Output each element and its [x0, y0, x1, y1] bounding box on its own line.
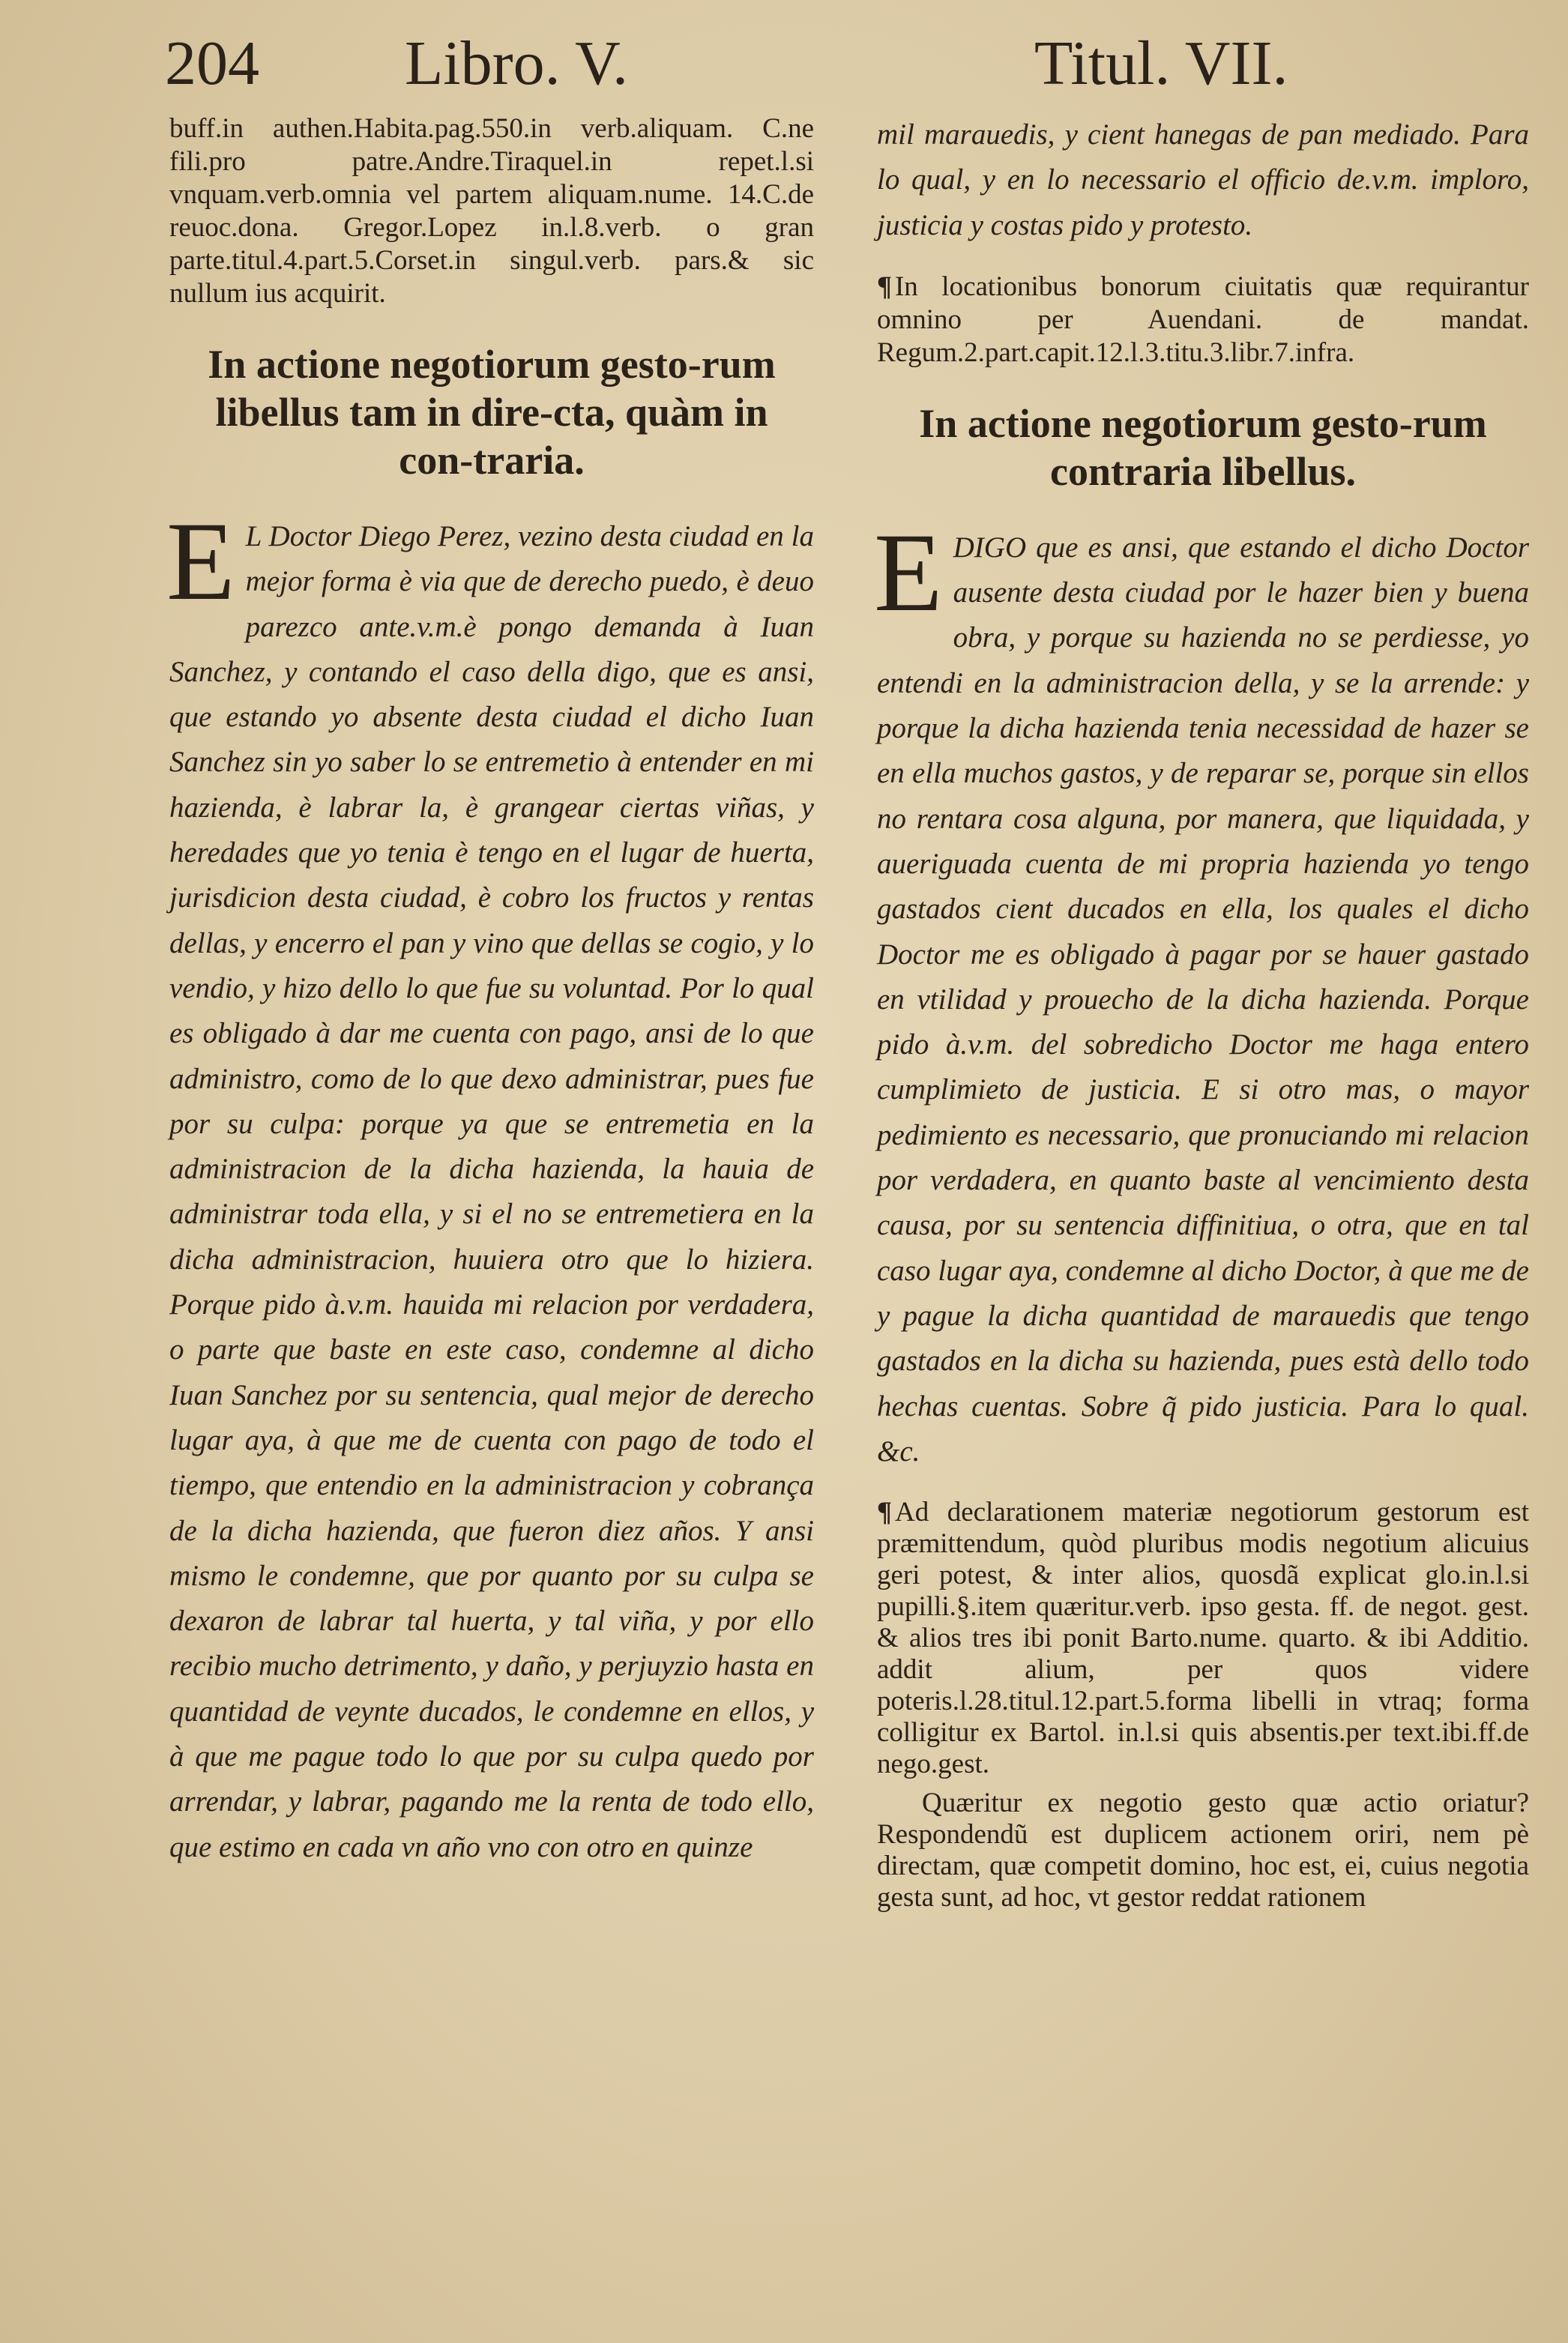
- right-note-locations: [877, 271, 1529, 370]
- right-note-declaration: [877, 1497, 1529, 1780]
- right-continuation: mil marauedis, y cient hanegas de pan mediado. Para lo qual, y en lo necessario el officio de.v.m. imploro, justicia y costas pido y protesto.: [877, 118, 1529, 241]
- book-title: Libro. V.: [405, 28, 628, 98]
- left-body: [166, 499, 814, 1870]
- left-heading: In actione negotiorum gesto-rum libellus tam in dire-cta, quàm in con-traria.: [208, 342, 776, 483]
- right-body: [874, 510, 1529, 1474]
- left-dropcap: E: [166, 499, 235, 624]
- left-body-text: L Doctor Diego Perez, vezino desta ciudad en la mejor forma è via que de derecho puedo, è deuo parezco ante.v.m.è pongo demanda à Iuan Sanchez, y contando el caso della digo, que es ansi, que estando yo absente desta ciudad el dicho Iuan Sanchez sin yo saber lo se entremetio à entender en mi hazienda, è labrar la, è grangear ciertas viñas, y heredades que yo tenia è tengo en el lugar de huerta, jurisdicion desta ciudad, è cobro los fructos y rentas dellas, y encerro el pan y vino que dellas se cogio, y lo vendio, y hizo dello lo que fue su voluntad. Por lo qual es obligado à dar me cuenta con pago, ansi de lo que administro, como de lo que dexo administrar, pues fue por su culpa: porque ya que se entremetia en la administracion de la dicha hazienda, la hauia de administrar toda ella, y si el no se entremetiera en la dicha administracion, huuiera otro que lo hiziera. Porque pido à.v.m. hauida mi relacion por verdadera, o parte que baste en este caso, condemne al dicho Iuan Sanchez por su sentencia, qual mejor de derecho lugar aya, à que me de cuenta con pago de todo el tiempo, que entendio en la administracion y cobrança de la dicha hazienda, que fueron diez años. Y ansi mismo le condemne, que por quanto por su culpa se dexaron de labrar tal huerta, y tal viña, y por ello recibio mucho detrimento, y daño, y perjuyzio hasta en quantidad de veynte ducados, le condemne en ellos, y à que me pague todo lo que por su culpa quedo por arrendar, y labrar, pagando me la renta de todo ello, que estimo en cada vn año vno con otro en quinze: [169, 520, 814, 1863]
- running-head: [165, 22, 1394, 105]
- right-column: [874, 112, 1529, 1921]
- pilcrow-icon: ¶: [877, 1497, 892, 1528]
- right-note-declaration-text: Ad declarationem materiæ negotiorum gestorum est præmittendum, quòd pluribus modis negotium alicuius geri potest, & inter alios, quosdã explicat glo.in.l.si pupilli.§.item quæritur.verb. ipso gesta. ff. de negot. gest. & alios tres ibi ponit Barto.nume. quarto. & ibi Additio. addit alium, per quos videre poteris.l.28.titul.12.part.5.forma libelli in vtraq; forma colligitur ex Bartol. in.l.si quis absentis.per text.ibi.ff.de nego.gest.: [877, 1497, 1529, 1780]
- page-number: 204: [165, 28, 259, 98]
- right-dropcap: E: [874, 510, 943, 635]
- left-intro-note: buff.in authen.Habita.pag.550.in verb.aliquam. C.ne fili.pro patre.Andre.Tiraquel.in repet.l.si vnquam.verb.omnia vel partem aliquam.nume. 14.C.de reuoc.dona. Gregor.Lopez in.l.8.verb. o gran parte.titul.4.part.5.Corset.in singul.verb. pars.& sic nullum ius acquirit.: [169, 113, 814, 309]
- right-note-question: Quæritur ex negotio gesto quæ actio oriatur? Respondendũ est duplicem actionem oriri, nem pè directam, quæ competit domino, hoc est, ei, cuius negotia gesta sunt, ad hoc, vt gestor reddat rationem: [877, 1788, 1529, 1914]
- pilcrow-icon: ¶: [877, 271, 892, 302]
- section-title: Titul. VII.: [1034, 28, 1288, 98]
- right-heading: In actione negotiorum gesto-rum contraria libellus.: [919, 400, 1487, 494]
- left-column: [166, 112, 814, 1870]
- right-body-text: DIGO que es ansi, que estando el dicho Doctor ausente desta ciudad por le hazer bien y buena obra, y porque su hazienda no se perdiesse, yo entendi en la administracion della, y se la arrende: y porque la dicha hazienda tenia necessidad de hazer se en ella muchos gastos, y de reparar se, porque sin ellos no rentara cosa alguna, por manera, que liquidada, y aueriguada cuenta de mi propria hazienda yo tengo gastados cient ducados en ella, los quales el dicho Doctor me es obligado à pagar por se hauer gastado en vtilidad y prouecho de la dicha hazienda. Porque pido à.v.m. del sobredicho Doctor me haga entero cumplimieto de justicia. E si otro mas, o mayor pedimiento es necessario, que pronuciando mi relacion por verdadera, en quanto baste al vencimiento desta causa, por su sentencia diffinitiua, o otra, que en tal caso lugar aya, condemne al dicho Doctor, à que me de y pague la dicha quantidad de marauedis que tengo gastados en la dicha su hazienda, pues està dello todo hechas cuentas. Sobre q̃ pido justicia. Para lo qual. &c.: [877, 531, 1529, 1468]
- right-note-locations-text: In locationibus bonorum ciuitatis quæ requirantur omnino per Auendani. de mandat. Regum.2.part.capit.12.l.3.titu.3.libr.7.infra.: [877, 271, 1529, 368]
